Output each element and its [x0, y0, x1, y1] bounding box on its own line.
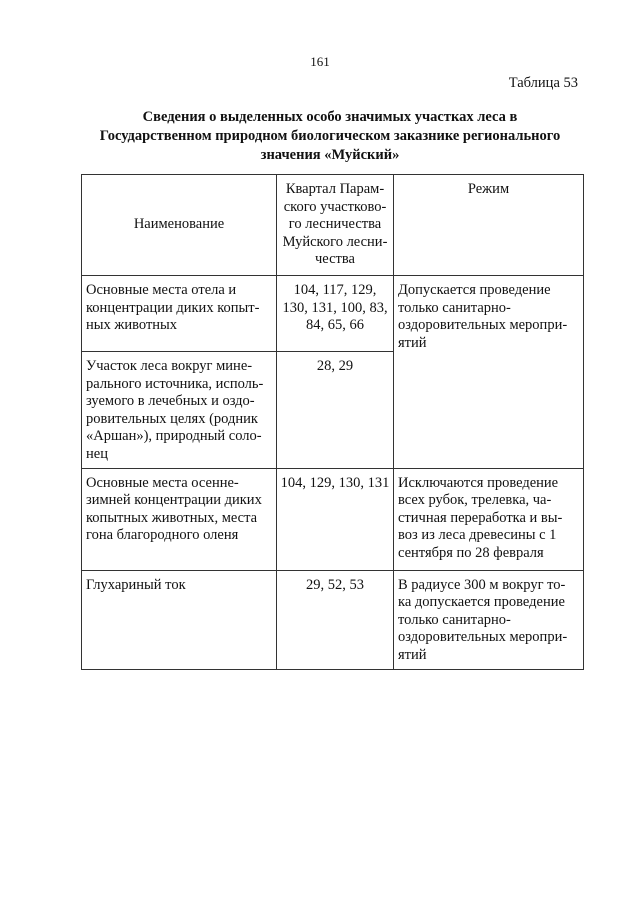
mode-line: оздоровительных меропри- — [398, 317, 568, 334]
row-mode — [394, 468, 584, 570]
table-row — [82, 570, 584, 669]
mode-line: только санитарно- — [398, 611, 511, 628]
name-line: зуемого в лечебных и оздо- — [86, 393, 255, 410]
name-line: рального источника, исполь- — [86, 375, 264, 392]
quarter-line: 130, 131, 100, 83, — [282, 299, 388, 316]
row-name — [82, 275, 277, 351]
row-name — [82, 351, 277, 468]
mode-line: Допускается проведение — [398, 281, 551, 298]
mode-line: сентября по 28 февраля — [398, 544, 544, 561]
mode-line: В радиусе 300 м вокруг то- — [398, 576, 566, 593]
header-quarter-line: ского участково- — [283, 198, 387, 215]
table-row — [82, 275, 584, 351]
header-quarter-line: Муйского лесни- — [282, 233, 388, 250]
table-label: Таблица 53 — [508, 75, 578, 91]
row-quarters — [277, 351, 394, 468]
row-quarters — [277, 275, 394, 351]
row-quarters — [277, 570, 394, 669]
name-line: концентрации диких копыт- — [86, 299, 260, 316]
row-name — [82, 570, 277, 669]
quarter-line: 28, 29 — [316, 357, 354, 374]
header-quarter-line: го лесничества — [288, 216, 382, 233]
header-quarter — [277, 175, 394, 276]
name-line: зимней концентрации диких — [86, 492, 262, 509]
document-title — [70, 108, 590, 165]
mode-line: Исключаются проведение — [398, 474, 559, 491]
quarter-line: 104, 129, 130, 131 — [280, 474, 390, 491]
name-line: Основные места отела и — [86, 281, 237, 298]
header-mode: Режим — [394, 175, 584, 276]
mode-line: оздоровительных меропри- — [398, 629, 568, 646]
mode-line: ятий — [398, 334, 427, 351]
title-line: значения «Муйский» — [260, 147, 400, 163]
table-row — [82, 468, 584, 570]
name-line: ных животных — [86, 317, 178, 334]
mode-line: воз из леса древесины с 1 — [398, 527, 557, 544]
title-line: Государственном природном биологическом заказнике регионального — [99, 128, 561, 144]
name-line: «Аршан»), природный соло- — [86, 428, 262, 445]
name-line: ровительных целях (родник — [86, 410, 258, 427]
header-quarter-line: Квартал Парам- — [285, 181, 385, 197]
name-line: нец — [86, 445, 108, 462]
header-name: Наименование — [82, 175, 277, 276]
mode-line: только санитарно- — [398, 299, 511, 316]
mode-line: ка допускается проведение — [398, 594, 565, 611]
name-line: Основные места осенне- — [86, 474, 239, 491]
mode-line: всех рубок, трелевка, ча- — [398, 492, 552, 509]
title-line: Сведения о выделенных особо значимых участках леса в — [142, 109, 518, 125]
row-mode — [394, 570, 584, 669]
mode-line: ятий — [398, 646, 427, 663]
quarter-line: 29, 52, 53 — [306, 576, 364, 593]
quarter-line: 104, 117, 129, — [293, 281, 377, 298]
quarter-line: 84, 65, 66 — [306, 317, 364, 334]
name-line: Глухариный ток — [86, 576, 186, 593]
name-line: Участок леса вокруг мине- — [86, 357, 253, 374]
forest-areas-table — [81, 174, 584, 670]
name-line: копытных животных, места — [86, 509, 258, 526]
mode-line: стичная переработка и вы- — [398, 509, 563, 526]
row-quarters — [277, 468, 394, 570]
header-quarter-line: чества — [315, 251, 355, 268]
page-number: 161 — [310, 54, 330, 69]
row-name — [82, 468, 277, 570]
row-mode — [394, 275, 584, 468]
name-line: гона благородного оленя — [86, 527, 239, 544]
table-header-row — [82, 175, 584, 276]
